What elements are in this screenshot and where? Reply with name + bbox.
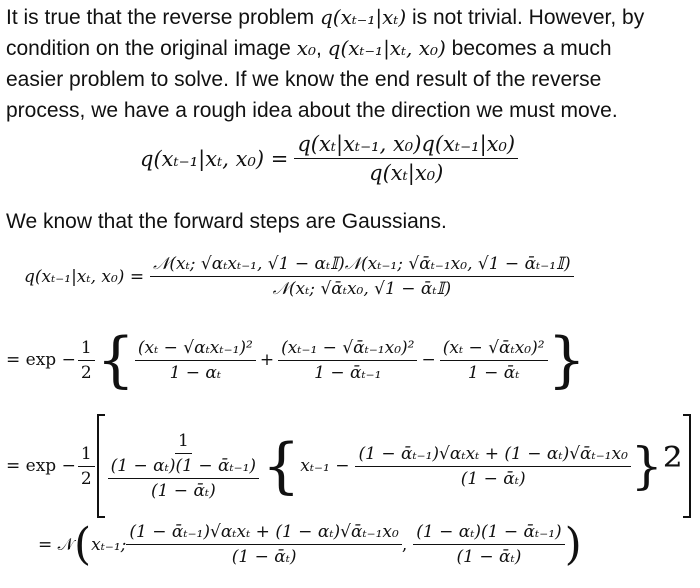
open-paren: ( [73,518,92,570]
completed-square-equation [6,414,691,518]
half-denominator-2: 2 [80,468,92,489]
gaussian-fraction [150,254,574,299]
half-denominator: 2 [80,362,92,383]
bayes-lhs: q(xₜ₋₁|xₜ, x₀) = [140,146,289,171]
minus-sign: − [421,350,436,370]
term-3-denominator: 1 − ᾱₜ [467,362,520,383]
gaussian-numerator: 𝒩(xₜ; √αₜxₜ₋₁, √1 − αₜ𝕀)𝒩(xₜ₋₁; √ᾱₜ₋₁x₀, √1 − ᾱₜ₋₁𝕀) [150,254,574,277]
half-fraction-2 [78,444,95,489]
bayes-equation [140,132,518,185]
term-1-denominator: 1 − αₜ [169,362,222,383]
posterior-mean-fraction [126,522,401,567]
exp-prefix: = exp − [6,350,76,370]
close-paren: ) [564,518,582,570]
posterior-variable: xₜ₋₁; [91,534,127,555]
close-brace-2: }² [630,437,683,495]
variance-inner-numerator: (1 − αₜ)(1 − ᾱₜ₋₁) [108,456,259,479]
variance-inner-denominator: (1 − ᾱₜ) [150,481,216,501]
gaussian-denominator: 𝒩(xₜ; √ᾱₜx₀, √1 − ᾱₜ𝕀) [272,279,452,299]
intro-line-2-sep: , [316,37,328,60]
bayes-denominator: q(xₜ|x₀) [369,161,444,185]
gaussian-lhs: q(xₜ₋₁|xₜ, x₀) = [24,266,145,287]
posterior-gaussian-equation [38,518,582,570]
precision-fraction [105,431,262,501]
term-1-fraction [135,338,256,383]
open-brace-2: { [262,431,301,501]
intro-line-3: easier problem to solve. If we know the end result of the reverse [6,68,602,91]
normal-prefix: = 𝒩 [38,534,74,555]
close-brace: } [547,325,586,395]
intro-line-1-text: It is true that the reverse problem [6,6,320,29]
original-image-math: x₀ [296,36,316,60]
reverse-conditional-math: q(xₜ₋₁|xₜ) [319,5,407,29]
plus-sign: + [259,350,275,370]
mean-numerator: (1 − ᾱₜ₋₁)√αₜxₜ + (1 − αₜ)√ᾱₜ₋₁x₀ [355,444,630,467]
intro-line-4: process, we have a rough idea about the direction we must move. [6,99,618,122]
intro-paragraph [6,2,696,126]
mean-denominator: (1 − ᾱₜ) [460,468,526,489]
gaussian-statement: We know that the forward steps are Gaussians. [6,210,447,233]
conditioned-reverse-math: q(xₜ₋₁|xₜ, x₀) [327,36,446,60]
term-2-fraction [278,338,417,383]
precision-numerator: 1 [175,431,192,454]
term-3-fraction [440,338,548,383]
bayes-numerator: q(xₜ|xₜ₋₁, x₀)q(xₜ₋₁|x₀) [294,132,518,159]
exp-expansion-equation [6,325,586,395]
half-numerator: 1 [78,338,95,361]
term-1-numerator: (xₜ − √αₜxₜ₋₁)² [135,338,256,361]
posterior-comma: , [401,534,408,555]
posterior-variance-denominator: (1 − ᾱₜ) [456,547,522,567]
term-2-numerator: (xₜ₋₁ − √ᾱₜ₋₁x₀)² [278,338,417,361]
half-fraction [78,338,95,383]
posterior-mean-denominator: (1 − ᾱₜ) [231,547,297,567]
intro-line-2-tail: becomes a much [445,37,612,60]
half-numerator-2: 1 [78,444,95,467]
posterior-variance-fraction [413,522,564,567]
mean-fraction [355,444,630,489]
posterior-variance-numerator: (1 − αₜ)(1 − ᾱₜ₋₁) [413,522,564,545]
gaussian-equation [24,254,574,299]
term-3-numerator: (xₜ − √ᾱₜx₀)² [440,338,548,361]
left-bracket [97,414,105,518]
intro-line-1-tail: is not trivial. However, by [406,6,645,29]
variance-inner-fraction [108,456,259,501]
right-bracket [683,414,691,518]
term-2-denominator: 1 − ᾱₜ₋₁ [314,362,382,383]
open-brace: { [96,325,135,395]
variable-term: xₜ₋₁ − [300,456,350,476]
intro-line-2-text: condition on the original image [6,37,297,60]
bayes-fraction [294,132,518,185]
precision-denominator [105,454,262,501]
exp-prefix-2: = exp − [6,456,76,476]
posterior-mean-numerator: (1 − ᾱₜ₋₁)√αₜxₜ + (1 − αₜ)√ᾱₜ₋₁x₀ [126,522,401,545]
